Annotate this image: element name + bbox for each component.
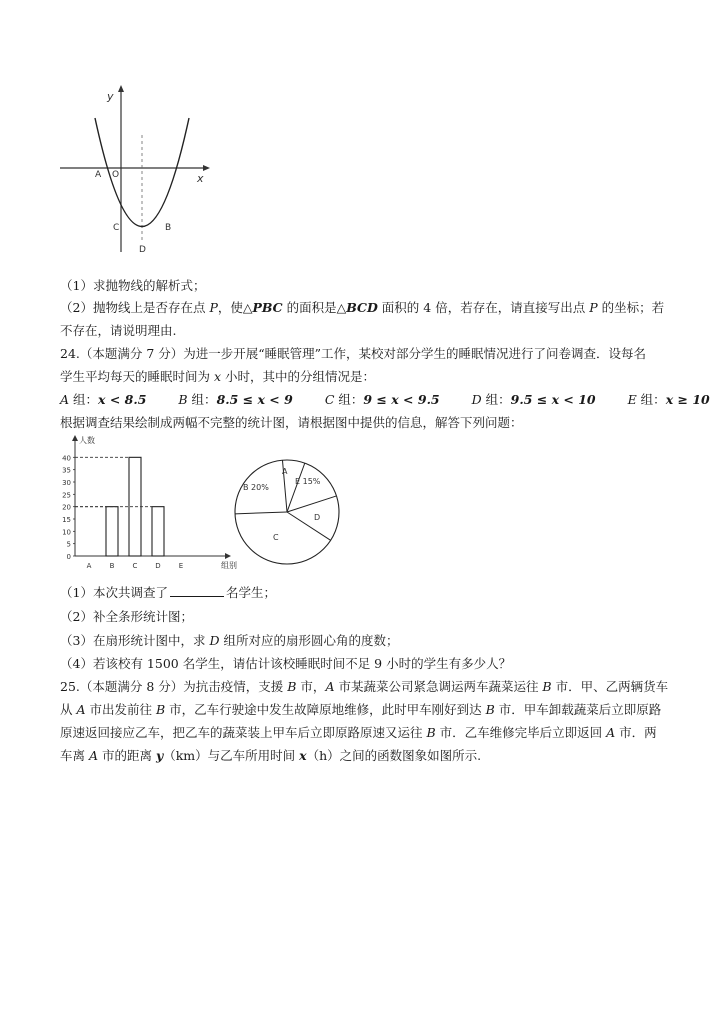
bar-B — [106, 507, 118, 556]
point-d-label: D — [139, 245, 146, 255]
q24-question3: （3）在扇形统计图中，求 D 组所对应的扇形圆心角的度数； — [60, 633, 399, 648]
bar-y-tick-label: 15 — [62, 516, 71, 524]
answer-blank[interactable] — [170, 585, 224, 597]
q25-line4: 车离 A 市的距离 y（km）与乙车所用时间 x（h）之间的函数图象如图所示. — [60, 748, 482, 763]
bar-y-tick-label: 35 — [62, 466, 71, 475]
q25-line1: 25.（本题满分 8 分）为抗击疫情，支援 B 市，A 市某蔬菜公司紧急调运两车蔬菜运往 B 市．甲、乙两辆货车 — [60, 679, 669, 694]
bar-y-tick-label: 5 — [66, 540, 71, 549]
bar-y-tick-label: 25 — [62, 491, 71, 500]
q25-line3: 原速返回接应乙车，把乙车的蔬菜装上甲车后立即原路原速又运往 B 市．乙车维修完毕后立即返回 A 市．两 — [60, 725, 657, 740]
bar-x-axis-label: 组别 — [221, 561, 237, 570]
bar-y-tick-label: 40 — [62, 454, 71, 463]
y-axis-arrow — [118, 85, 124, 92]
bar-y-axis-arrow — [72, 435, 78, 441]
q24-heading-line2: 学生平均每天的睡眠时间为 x 小时，其中的分组情况是： — [60, 369, 376, 384]
pie-label-C: C — [273, 533, 279, 542]
bar-y-axis-label: 人数 — [79, 436, 95, 445]
pie-label-E: E 15% — [295, 477, 321, 486]
bar-x-tick-label: D — [155, 562, 161, 570]
point-a-label: A — [95, 170, 102, 180]
bar-x-tick-label: C — [132, 562, 138, 570]
pie-label-A: A — [282, 467, 288, 476]
bar-D — [152, 507, 164, 556]
bar-y-tick-label: 30 — [62, 479, 71, 487]
bar-x-tick-label: E — [178, 562, 184, 570]
q24-question4: （4）若该校有 1500 名学生，请估计该校睡眠时间不足 9 小时的学生有多少人？ — [60, 656, 512, 671]
bar-x-tick-label: B — [109, 562, 115, 570]
parabola-figure — [55, 80, 215, 260]
x-axis-label: x — [197, 172, 204, 185]
pie-chart — [232, 450, 342, 575]
pie-label-B: B 20% — [243, 483, 269, 492]
bar-y-tick-label: 10 — [62, 528, 71, 537]
origin-label: O — [112, 170, 120, 180]
x-axis-arrow — [203, 165, 210, 171]
q23-part2-line2: 不存在，请说明理由. — [60, 323, 177, 338]
bar-x-axis-arrow — [225, 553, 231, 559]
pie-label-D: D — [314, 513, 321, 522]
y-axis-label: y — [107, 90, 114, 103]
q25-line2: 从 A 市出发前往 B 市，乙车行驶途中发生故障原地维修，此时甲车刚好到达 B 市．甲车卸载蔬菜后立即原路 — [60, 702, 662, 717]
q23-part1: （1）求抛物线的解析式； — [60, 278, 206, 293]
q24-heading-line3: 根据调查结果绘制成两幅不完整的统计图，请根据图中提供的信息，解答下列问题： — [60, 415, 523, 430]
bar-chart — [55, 435, 245, 575]
point-c-label: C — [113, 223, 120, 233]
q23-part2-line1: （2）抛物线上是否存在点 P，使△PBC 的面积是△BCD 面积的 4 倍，若存在，请直接写出点 P 的坐标；若 — [60, 300, 665, 315]
bar-y-tick-label: 20 — [62, 503, 71, 512]
bar-x-tick-label: A — [86, 562, 92, 570]
q24-question2: （2）补全条形统计图； — [60, 609, 193, 624]
q24-groups: A 组：x < 8.5 B 组：8.5 ≤ x < 9 C 组：9 ≤ x < 9.5 D 组：9.5 ≤ x < 10 E 组：x ≥ 10 — [60, 392, 710, 407]
q24-heading-line1: 24.（本题满分 7 分）为进一步开展“睡眠管理”工作，某校对部分学生的睡眠情况进行了问卷调查．设每名 — [60, 346, 647, 361]
q24-question1: （1）本次共调查了 名学生； — [60, 585, 276, 600]
point-b-label: B — [165, 223, 172, 233]
bar-y-tick-label: 0 — [66, 553, 71, 561]
